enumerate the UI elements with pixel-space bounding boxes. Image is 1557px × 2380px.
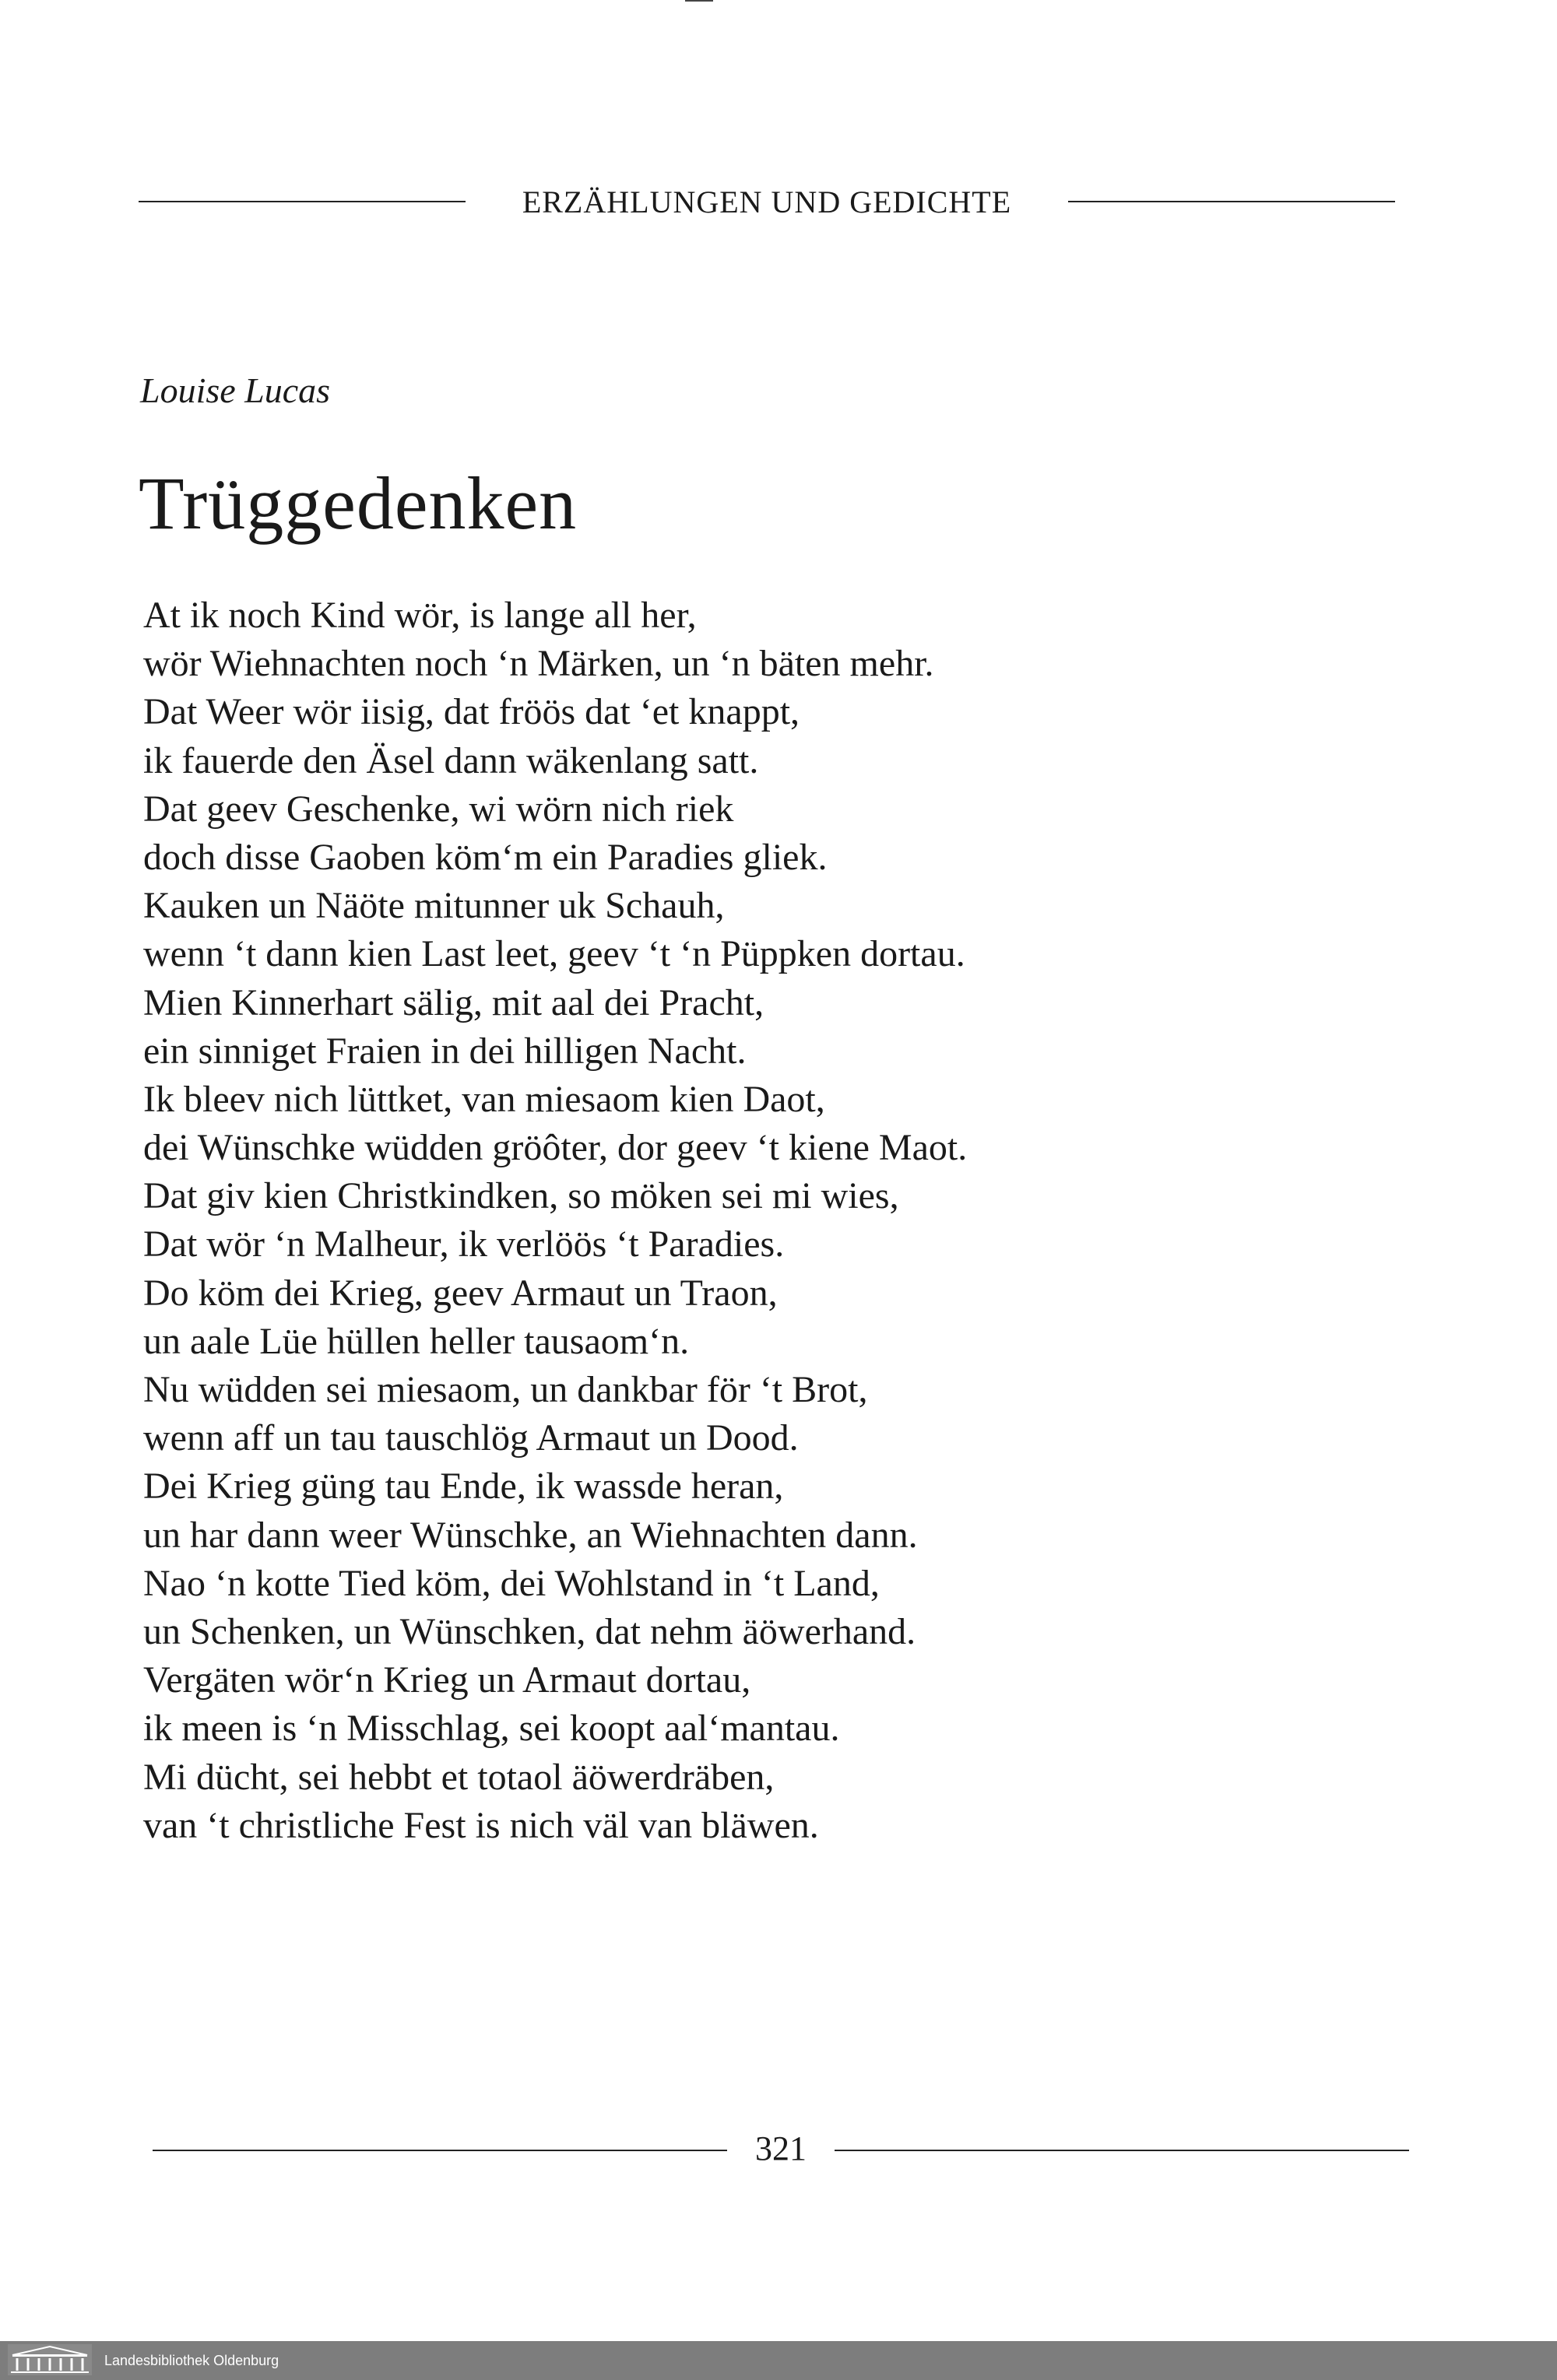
- poem-line: Dat wör ‘n Malheur, ik verlöös ‘t Paradies.: [143, 1223, 785, 1265]
- poem-line: un aale Lüe hüllen heller tausaom‘n.: [143, 1320, 690, 1362]
- poem-line: van ‘t christliche Fest is nich väl van bläwen.: [143, 1804, 819, 1846]
- poem-line: un har dann weer Wünschke, an Wiehnachten dann.: [143, 1514, 918, 1556]
- poem-line: doch disse Gaoben köm‘m ein Paradies gliek.: [143, 836, 828, 878]
- author-name: Louise Lucas: [140, 370, 331, 410]
- poem-line: At ik noch Kind wör, is lange all her,: [143, 595, 697, 636]
- header-rule-left: [139, 201, 466, 202]
- poem-title: Trüggedenken: [139, 462, 578, 545]
- poem-line: Dei Krieg güng tau Ende, ik wassde heran,: [143, 1466, 784, 1508]
- poem-line: Dat Weer wör iisig, dat fröös dat ‘et knappt,: [143, 691, 800, 733]
- footer-rule-left: [153, 2150, 727, 2151]
- poem-line: ein sinniget Fraien in dei hilligen Nacht.: [143, 1030, 747, 1072]
- poem-line: wör Wiehnachten noch ‘n Märken, un ‘n bäten mehr.: [143, 643, 934, 685]
- header-rule-right: [1068, 201, 1395, 202]
- library-name: Landesbibliothek Oldenburg: [104, 2353, 279, 2368]
- running-head: ERZÄHLUNGEN UND GEDICHTE: [522, 184, 1012, 219]
- poem-line: dei Wünschke wüdden gröôter, dor geev ‘t kiene Maot.: [143, 1127, 968, 1169]
- poem-line: un Schenken, un Wünschken, dat nehm äöwerhand.: [143, 1610, 916, 1652]
- poem-line: Vergäten wör‘n Krieg un Armaut dortau,: [143, 1659, 751, 1701]
- library-building-icon: [8, 2344, 92, 2375]
- poem-line: Mi dücht, sei hebbt et totaol äöwerdräben,: [143, 1756, 775, 1798]
- page-number: 321: [755, 2129, 807, 2168]
- poem-line: Ik bleev nich lüttket, van miesaom kien Daot,: [143, 1078, 825, 1120]
- poem-line: Do köm dei Krieg, geev Armaut un Traon,: [143, 1272, 778, 1314]
- poem-body: [143, 591, 1233, 1850]
- library-footer-bar: [0, 2341, 1557, 2380]
- footer-rule-right: [835, 2150, 1409, 2151]
- poem-line: ik meen is ‘n Misschlag, sei koopt aal‘mantau.: [143, 1708, 840, 1750]
- top-crop-mark: [685, 0, 713, 2]
- poem-line: Mien Kinnerhart sälig, mit aal dei Pracht,: [143, 981, 764, 1023]
- poem-line: ik fauerde den Äsel dann wäkenlang satt.: [143, 739, 759, 781]
- poem-line: Nao ‘n kotte Tied köm, dei Wohlstand in ‘t Land,: [143, 1562, 880, 1604]
- poem-line: wenn ‘t dann kien Last leet, geev ‘t ‘n Püppken dortau.: [143, 933, 965, 975]
- poem-line: Nu wüdden sei miesaom, un dankbar för ‘t Brot,: [143, 1369, 868, 1410]
- poem-line: Kauken un Näöte mitunner uk Schauh,: [143, 885, 725, 927]
- poem-line: Dat giv kien Christkindken, so möken sei mi wies,: [143, 1175, 899, 1217]
- poem-line: Dat geev Geschenke, wi wörn nich riek: [143, 788, 734, 830]
- poem-line: wenn aff un tau tauschlög Armaut un Dood.: [143, 1417, 799, 1459]
